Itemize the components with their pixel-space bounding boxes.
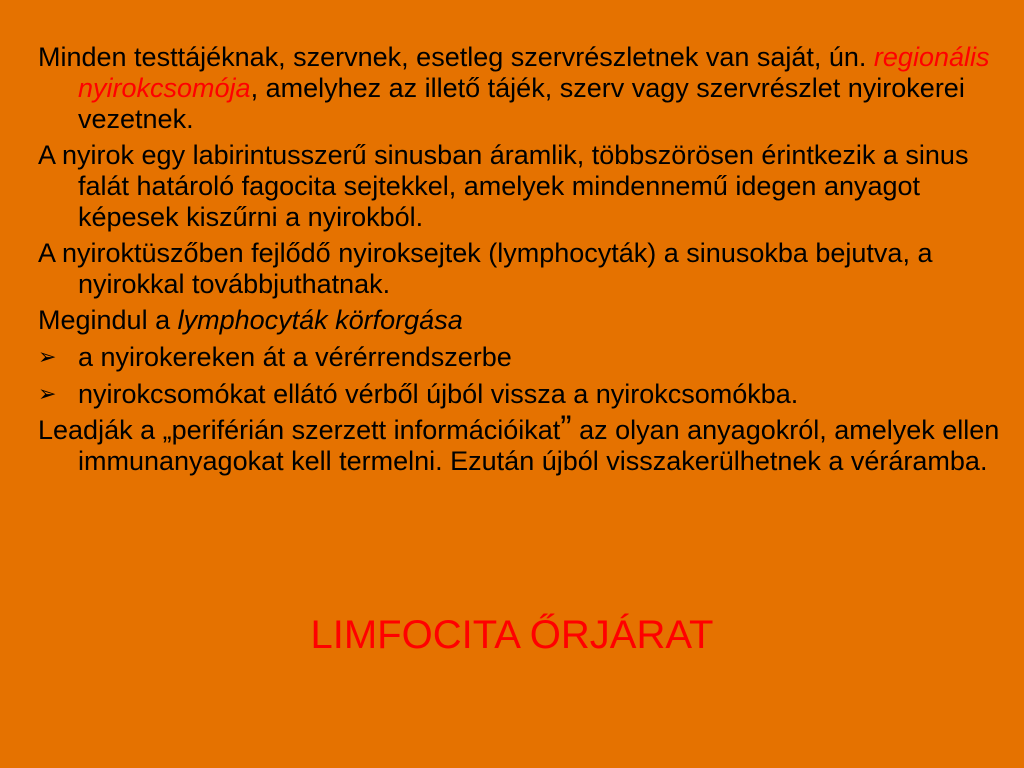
paragraph-information: [38, 409, 1004, 477]
italic-term: lymphocyták körforgása: [177, 305, 463, 335]
bullet-text: a nyirokereken át a vérérrendszerbe: [78, 342, 512, 372]
bullet-item: [38, 341, 1004, 373]
arrowhead-bullet-icon: ➢: [38, 381, 57, 406]
slide-body-text: [38, 42, 1004, 482]
paragraph-regional-lymph-node: [38, 42, 1004, 135]
paragraph-text: Leadják a „periférián szerzett információikat: [38, 415, 561, 445]
paragraph-lymph-flow: [38, 140, 1004, 233]
paragraph-text: Minden testtájéknak, szervnek, esetleg szervrészletnek van saját, ún.: [38, 42, 874, 72]
paragraph-text: A nyirok egy labirintusszerű sinusban áramlik, többszörösen érintkezik a sinus falát határoló fagocita sejtekkel, amelyek mindennemű idegen anyagot képesek kiszűrni a nyirokból.: [38, 140, 969, 232]
arrowhead-bullet-icon: ➢: [38, 344, 57, 369]
paragraph-circulation: [38, 305, 1004, 336]
slide-title: LIMFOCITA ŐRJÁRAT: [310, 613, 714, 657]
bullet-item: [38, 378, 1004, 410]
paragraph-lymphocytes: [38, 238, 1004, 300]
paragraph-text: Megindul a: [38, 305, 178, 335]
paragraph-text: az olyan anyagokról, amelyek ellen immunanyagokat kell termelni. Ezután újból visszakerülhetnek a véráramba.: [78, 415, 1000, 476]
paragraph-text: , amelyhez az illető tájék, szerv vagy szervrészlet nyirokerei vezetnek.: [78, 73, 965, 134]
closing-quote: ”: [560, 409, 572, 447]
highlighted-term: regionális nyirokcsomója: [78, 42, 990, 103]
bullet-text: nyirokcsomókat ellátó vérből újból vissza a nyirokcsomókba.: [78, 379, 799, 409]
paragraph-text: A nyiroktüszőben fejlődő nyiroksejtek (lymphocyták) a sinusokba bejutva, a nyirokkal továbbjuthatnak.: [38, 238, 933, 299]
